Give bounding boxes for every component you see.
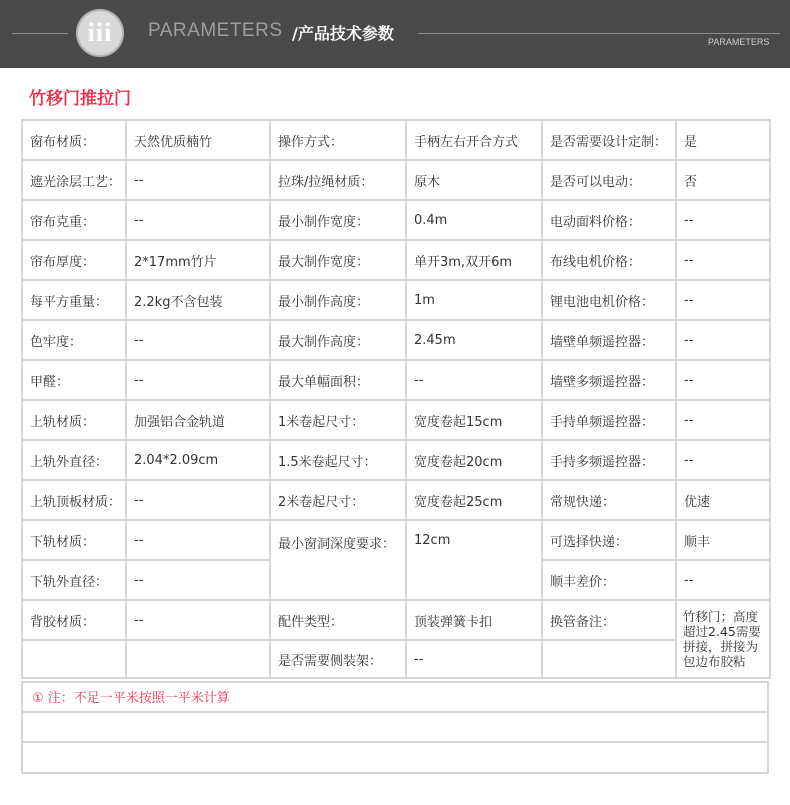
spec-value: 原木 (406, 160, 542, 200)
banner-small-label: PARAMETERS (708, 37, 770, 47)
table-row (22, 160, 770, 200)
spec-value: -- (406, 640, 542, 678)
spec-label: 手持多频遥控器： (542, 440, 676, 480)
spec-label: 最大制作高度： (270, 320, 406, 360)
table-row (22, 200, 770, 240)
table-row (22, 320, 770, 360)
spec-label: 布线电机价格： (542, 240, 676, 280)
spec-label: 是否可以电动： (542, 160, 676, 200)
spec-value: 手柄左右开合方式 (406, 120, 542, 160)
spec-label: 1.5米卷起尺寸： (270, 440, 406, 480)
spec-label: 常规快递： (542, 480, 676, 520)
spec-label: 最大制作宽度： (270, 240, 406, 280)
product-title: 竹移门推拉门 (29, 89, 131, 109)
spec-label: 是否需要设计定制： (542, 120, 676, 160)
spec-value: -- (676, 240, 770, 280)
spec-label: 色牢度： (22, 320, 126, 360)
spec-value: -- (676, 320, 770, 360)
spec-value: 宽度卷起20cm (406, 440, 542, 480)
spec-value: 天然优质楠竹 (126, 120, 270, 160)
spec-label: 锂电池电机价格： (542, 280, 676, 320)
spec-value: -- (126, 360, 270, 400)
spec-label: 上轨外直径： (22, 440, 126, 480)
spec-table (21, 119, 771, 679)
spec-label: 拉珠/拉绳材质： (270, 160, 406, 200)
spec-label: 换管备注： (542, 600, 676, 640)
spec-value: 顺丰 (676, 520, 770, 560)
spec-value: 2*17mm竹片 (126, 240, 270, 280)
table-row (22, 440, 770, 480)
spec-value: 否 (676, 160, 770, 200)
spec-label: 墙壁多频遥控器： (542, 360, 676, 400)
spec-value: -- (406, 360, 542, 400)
spec-label: 帘布厚度： (22, 240, 126, 280)
spec-value: -- (676, 280, 770, 320)
roman-numeral-badge (76, 9, 124, 57)
table-row (22, 240, 770, 280)
spec-value: -- (126, 160, 270, 200)
spec-label: 顺丰差价： (542, 560, 676, 600)
spec-value: 2.45m (406, 320, 542, 360)
spec-label: 1米卷起尺寸： (270, 400, 406, 440)
spec-label: 操作方式： (270, 120, 406, 160)
spec-label: 2米卷起尺寸： (270, 480, 406, 520)
spec-label: 背胶材质： (22, 600, 126, 640)
spec-value: -- (676, 360, 770, 400)
roman-numeral: iii (87, 18, 113, 47)
spec-value: 2.2kg不含包装 (126, 280, 270, 320)
spec-label: 最大单幅面积： (270, 360, 406, 400)
spec-value: 1m (406, 280, 542, 320)
spec-label: 可选择快递： (542, 520, 676, 560)
spec-label: 甲醛： (22, 360, 126, 400)
spec-value: -- (126, 480, 270, 520)
banner-divider-right (418, 33, 780, 34)
spec-value: 2.04*2.09cm (126, 440, 270, 480)
spec-value: -- (126, 560, 270, 600)
spec-value: 0.4m (406, 200, 542, 240)
spec-value: -- (676, 560, 770, 600)
spec-empty-cell (126, 640, 270, 678)
parameters-banner (0, 0, 790, 68)
spec-label: 上轨材质： (22, 400, 126, 440)
spec-value: 是 (676, 120, 770, 160)
spec-label: 墙壁单频遥控器： (542, 320, 676, 360)
spec-note: 竹移门；高度超过2.45需要拼接，拼接为包边布胶粘 (676, 600, 770, 678)
spec-value: -- (676, 440, 770, 480)
spec-label: 是否需要侧装架： (270, 640, 406, 678)
spec-value: -- (126, 320, 270, 360)
spec-empty-cell (542, 640, 676, 678)
spec-label: 最小窗洞深度要求： (270, 520, 406, 600)
spec-label: 手持单频遥控器： (542, 400, 676, 440)
spec-label: 窗布材质： (22, 120, 126, 160)
table-row (22, 600, 770, 640)
spec-label: 最小制作高度： (270, 280, 406, 320)
spec-value: -- (676, 400, 770, 440)
spec-value: 优速 (676, 480, 770, 520)
spec-label: 下轨外直径： (22, 560, 126, 600)
footer-empty-row (21, 711, 769, 743)
footer-note-row (21, 681, 769, 713)
spec-label: 每平方重量： (22, 280, 126, 320)
table-row (22, 120, 770, 160)
banner-divider-left (12, 33, 68, 34)
table-row (22, 400, 770, 440)
spec-value: 12cm (406, 520, 542, 600)
spec-value: 宽度卷起25cm (406, 480, 542, 520)
spec-value: -- (676, 200, 770, 240)
spec-value: 单开3m,双开6m (406, 240, 542, 280)
spec-label: 下轨材质： (22, 520, 126, 560)
banner-title-cn: /产品技术参数 (292, 24, 394, 43)
spec-label: 遮光涂层工艺： (22, 160, 126, 200)
spec-label: 帘布克重： (22, 200, 126, 240)
banner-title-en: PARAMETERS (148, 20, 283, 41)
spec-empty-cell (22, 640, 126, 678)
spec-value: -- (126, 600, 270, 640)
table-row (22, 480, 770, 520)
spec-value: 宽度卷起15cm (406, 400, 542, 440)
spec-label: 最小制作宽度： (270, 200, 406, 240)
table-row (22, 360, 770, 400)
table-row (22, 640, 770, 678)
table-row (22, 280, 770, 320)
footer-empty-row (21, 741, 769, 774)
table-row (22, 520, 770, 560)
spec-label: 上轨顶板材质： (22, 480, 126, 520)
spec-value: 加强铝合金轨道 (126, 400, 270, 440)
spec-label: 电动面料价格： (542, 200, 676, 240)
spec-value: 顶装弹簧卡扣 (406, 600, 542, 640)
spec-value: -- (126, 200, 270, 240)
footer-note: ① 注：不足一平米按照一平米计算 (32, 691, 230, 706)
spec-value: -- (126, 520, 270, 560)
spec-label: 配件类型： (270, 600, 406, 640)
